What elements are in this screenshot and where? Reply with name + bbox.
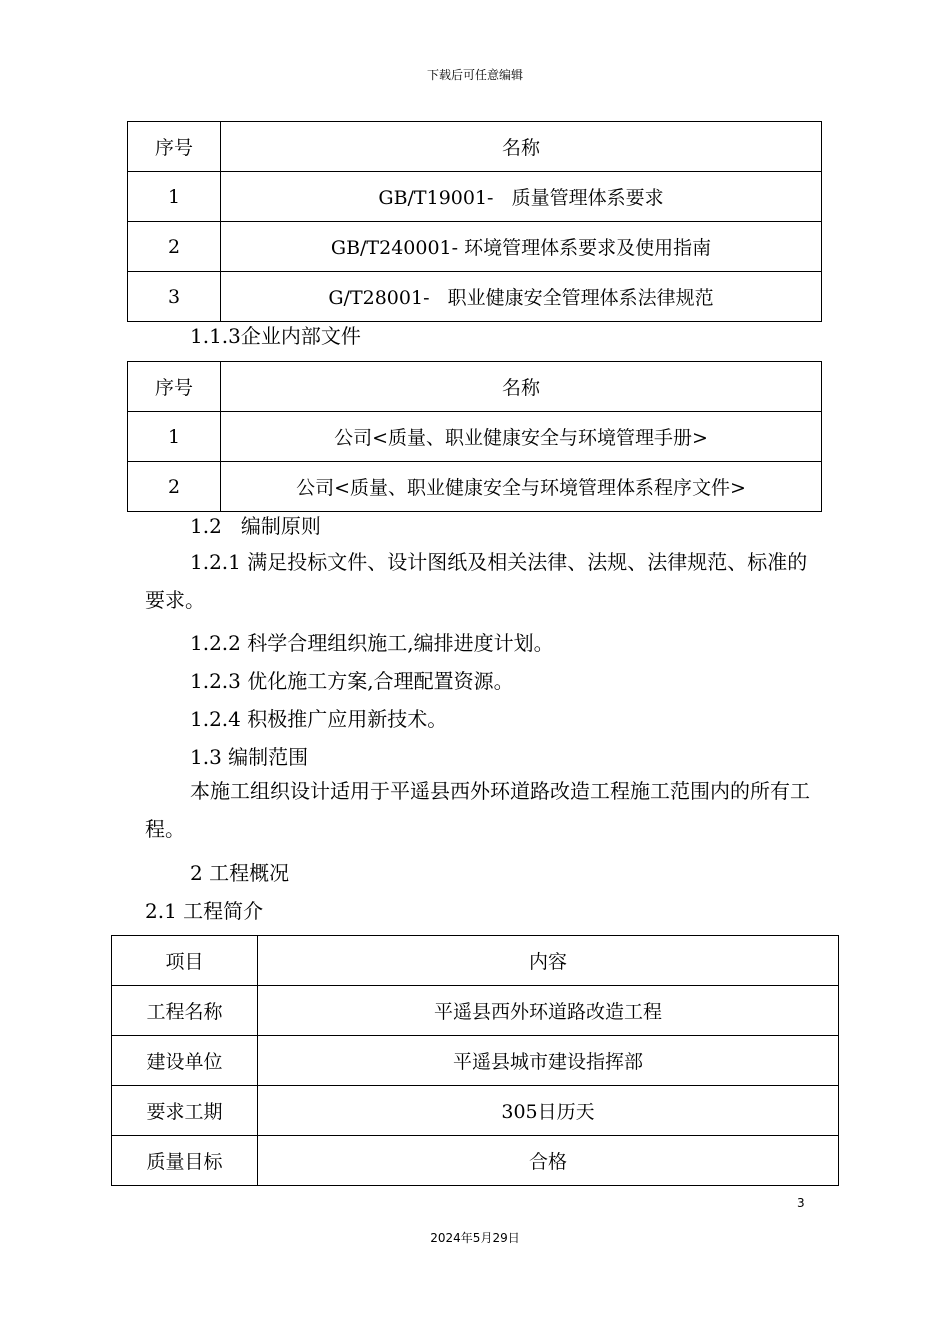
paragraph: 1.2.1 满足投标文件、设计图纸及相关法律、法规、法律规范、标准的要求。: [145, 550, 808, 612]
footer-date: 2024年5月29日: [430, 1231, 520, 1245]
paragraph: 本施工组织设计适用于平遥县西外环道路改造工程施工范围内的所有工程。: [145, 779, 810, 841]
table-cell: 2: [128, 222, 221, 272]
table-row: [128, 172, 822, 222]
table-cell: 1: [128, 412, 221, 462]
paragraph: 1.2.4 积极推广应用新技术。: [190, 707, 448, 731]
table-cell: GB/T240001- 环境管理体系要求及使用指南: [221, 222, 822, 272]
table-row: [128, 462, 822, 512]
table-cell: G/T28001- 职业健康安全管理体系法律规范: [221, 272, 822, 322]
table-cell: 平遥县城市建设指挥部: [258, 1036, 839, 1086]
table-cell: 1: [128, 172, 221, 222]
table-row: [128, 272, 822, 322]
table-header-cell: 序号: [128, 122, 221, 172]
table-cell: 平遥县西外环道路改造工程: [258, 986, 839, 1036]
table-header-cell: 序号: [128, 362, 221, 412]
table-header-cell: 名称: [221, 362, 822, 412]
project-overview-table: [111, 935, 839, 1186]
header-note: 下载后可任意编辑: [426, 68, 523, 82]
table-row: [112, 986, 839, 1036]
table-row: [112, 1136, 839, 1186]
table-header-cell: 名称: [221, 122, 822, 172]
internal-documents-table: [127, 361, 822, 512]
section-heading: 2.1 工程简介: [145, 899, 264, 923]
table-header-row: [112, 936, 839, 986]
table-cell: 建设单位: [112, 1036, 258, 1086]
table-cell: 3: [128, 272, 221, 322]
table-header-row: [128, 122, 822, 172]
table-cell: 要求工期: [112, 1086, 258, 1136]
table-cell: 质量目标: [112, 1136, 258, 1186]
table-header-cell: 内容: [258, 936, 839, 986]
table-header-row: [128, 362, 822, 412]
table-cell: 工程名称: [112, 986, 258, 1036]
table-header-cell: 项目: [112, 936, 258, 986]
table-cell: 公司<质量、职业健康安全与环境管理手册>: [221, 412, 822, 462]
section-heading: 1.1.3企业内部文件: [190, 324, 361, 348]
table-cell: 305日历天: [258, 1086, 839, 1136]
section-heading: 1.3 编制范围: [190, 745, 309, 769]
table-row: [112, 1086, 839, 1136]
table-cell: 2: [128, 462, 221, 512]
table-cell: 公司<质量、职业健康安全与环境管理体系程序文件>: [221, 462, 822, 512]
paragraph: 1.2.2 科学合理组织施工,编排进度计划。: [190, 631, 554, 655]
paragraph: 1.2.3 优化施工方案,合理配置资源。: [190, 669, 514, 693]
page-number: 3: [797, 1196, 805, 1210]
section-heading: 2 工程概况: [190, 861, 290, 885]
section-heading: 1.2 编制原则: [190, 514, 321, 538]
table-row: [128, 412, 822, 462]
standards-table: [127, 121, 822, 322]
table-row: [128, 222, 822, 272]
table-cell: GB/T19001- 质量管理体系要求: [221, 172, 822, 222]
table-cell: 合格: [258, 1136, 839, 1186]
table-row: [112, 1036, 839, 1086]
